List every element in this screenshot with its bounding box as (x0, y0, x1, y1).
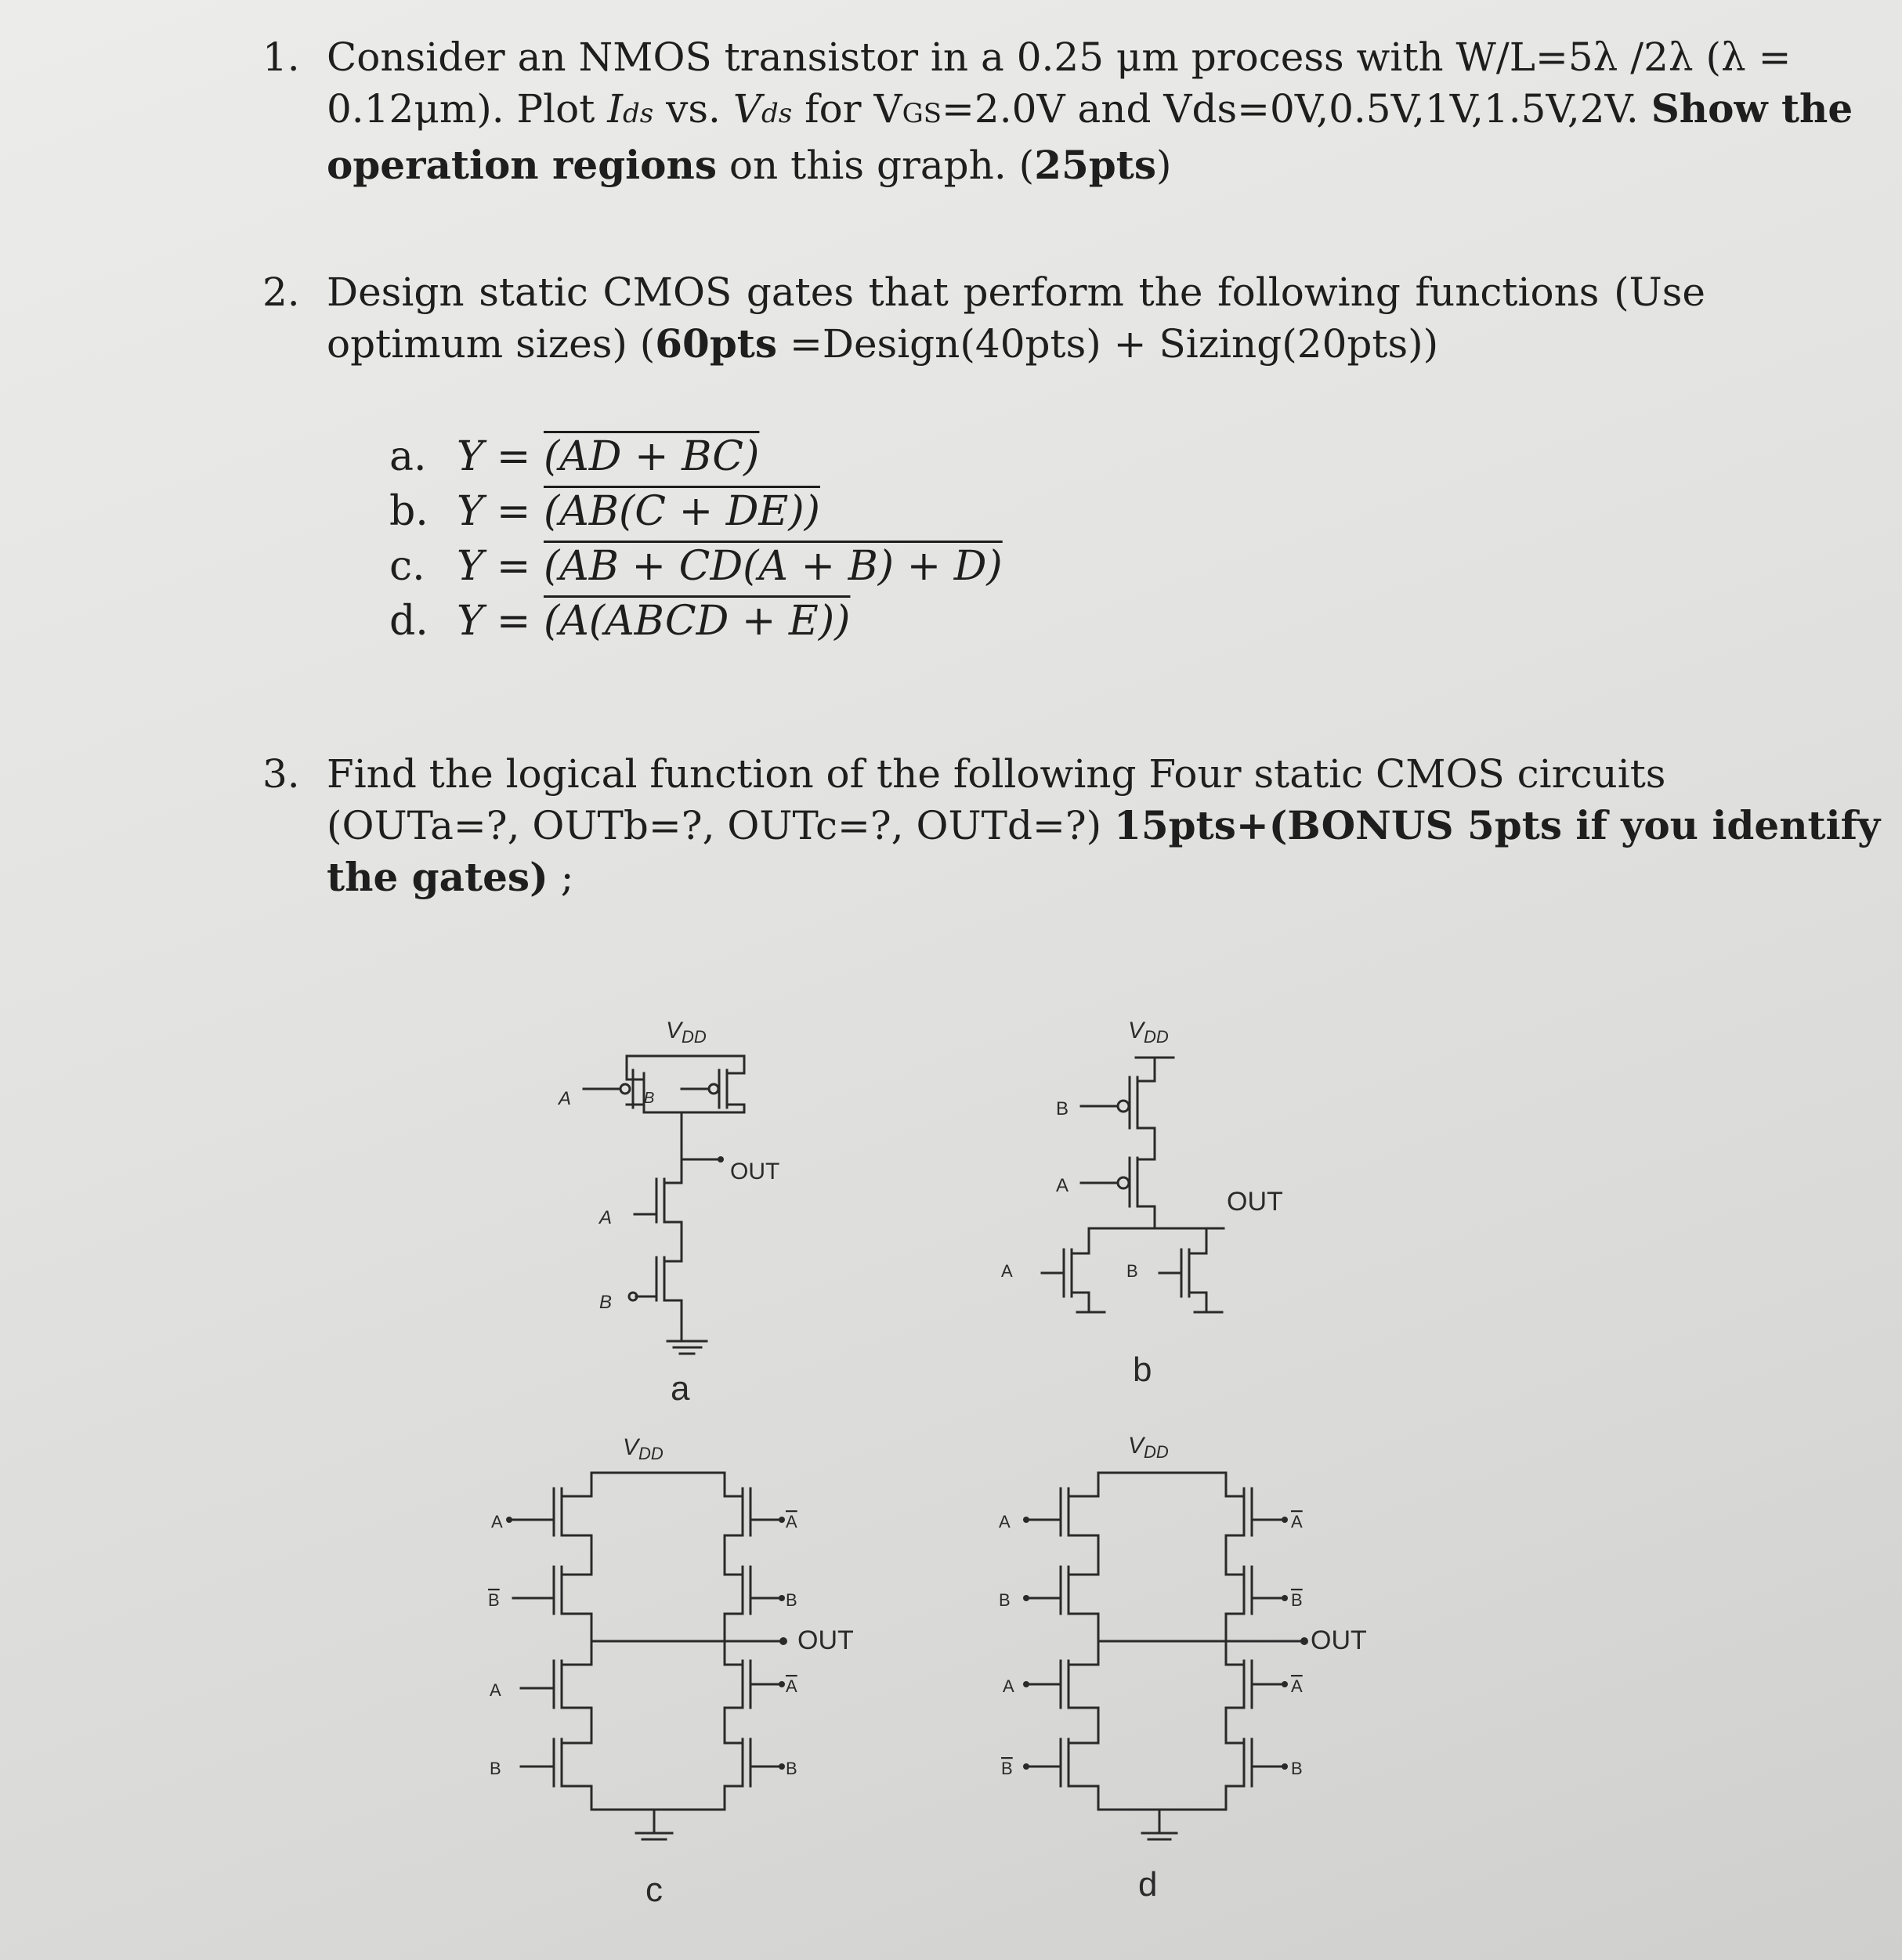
vdd-label: $V_{DD}$ (623, 1434, 664, 1463)
equation-label: b. (389, 488, 428, 535)
bonus-text: 15pts+(BONUS 5pts if you identify (1114, 802, 1881, 848)
input-label-b: B (999, 1590, 1011, 1610)
text-span: =Design(40pts) + Sizing(20pts)) (777, 321, 1439, 367)
text-span: optimum sizes) ( (327, 321, 656, 367)
equals-sign: = (483, 433, 544, 480)
text-span: ; (548, 855, 574, 900)
emphasis: operation regions (327, 142, 718, 188)
emphasis: Show the (1651, 85, 1853, 132)
vdd-label: $V_{DD}$ (1128, 1433, 1169, 1462)
input-label-b: B (490, 1759, 501, 1778)
circuit-label-c: c (645, 1871, 663, 1909)
text-span: for V (792, 86, 902, 132)
equation-lhs: Y (457, 543, 484, 590)
out-label: OUT (730, 1159, 780, 1184)
text-span: =2.0V and Vds=0V,0.5V,1V,1.5V,2V. (942, 86, 1651, 132)
ids-subscript: ds (623, 98, 654, 129)
out-label: OUT (1311, 1625, 1367, 1655)
equation-label: a. (389, 433, 427, 480)
equation-label: c. (389, 543, 425, 590)
bonus-text: the gates) (327, 854, 548, 900)
circuit-label-a: a (671, 1369, 690, 1408)
question-number: 2. (262, 269, 300, 315)
equation-label: d. (389, 598, 428, 645)
question-3-line-1: Find the logical function of the following Four static CMOS circuits (327, 751, 1666, 797)
input-label-b-bar: B (488, 1590, 500, 1610)
input-label-b-bar: B (1001, 1759, 1013, 1778)
input-label-a: A (1001, 1261, 1013, 1281)
vgs-subscript: GS (902, 98, 942, 129)
equation-rhs: (AD + BC) (543, 433, 760, 480)
points: 25pts (1034, 142, 1156, 188)
circuit-d (1026, 1473, 1304, 1839)
circuit-label-d: d (1138, 1865, 1158, 1904)
equation-rhs: (A(ABCD + E)) (543, 598, 851, 645)
input-label-b: B (786, 1759, 797, 1778)
equation-lhs: Y (457, 598, 484, 645)
equation-lhs: Y (457, 433, 484, 480)
equation-lhs: Y (457, 488, 484, 535)
text-span: (OUTa=?, OUTb=?, OUTc=?, OUTd=?) (327, 803, 1115, 848)
equals-sign: = (483, 543, 544, 590)
vds-subscript: ds (761, 98, 793, 129)
input-label-a-bar: A (1291, 1512, 1303, 1531)
vds-letter: V (732, 86, 761, 132)
input-label-a-bar: A (1291, 1676, 1303, 1696)
text-span: on this graph. ( (717, 143, 1035, 188)
input-label-b-bar: B (1291, 1590, 1303, 1610)
text-span: vs. (653, 86, 733, 132)
input-label-b: B (599, 1292, 613, 1313)
vdd-label: $V_{DD}$ (666, 1018, 707, 1047)
ids-letter: I (607, 86, 624, 132)
equation-rhs: (AB + CD(A + B) + D) (543, 543, 1003, 590)
input-label-b: B (786, 1590, 797, 1610)
input-label-b: B (1291, 1759, 1303, 1778)
input-label-a: A (491, 1512, 503, 1531)
out-label: OUT (797, 1625, 854, 1655)
input-label-a: A (599, 1207, 613, 1228)
question-number: 1. (262, 34, 300, 80)
input-label-b: B (644, 1090, 655, 1107)
circuit-label-b: b (1133, 1351, 1152, 1389)
input-label-a: A (1056, 1175, 1069, 1196)
input-label-a-bar: A (786, 1512, 797, 1531)
equals-sign: = (483, 598, 544, 645)
question-number: 3. (262, 751, 300, 797)
points: 60pts (655, 320, 778, 367)
equals-sign: = (483, 488, 544, 535)
out-label: OUT (1227, 1187, 1283, 1217)
input-label-b: B (1056, 1098, 1069, 1119)
input-label-a-bar: A (786, 1676, 797, 1696)
vdd-label: $V_{DD}$ (1128, 1018, 1169, 1047)
question-2-line-1: Design static CMOS gates that perform the following functions (Use (327, 269, 1705, 315)
text-span: ) (1155, 143, 1172, 188)
input-label-a: A (490, 1680, 501, 1700)
input-label-a: A (999, 1512, 1011, 1531)
input-label-b: B (1126, 1261, 1138, 1281)
input-label-a: A (559, 1088, 572, 1109)
text-span: 0.12μm). Plot (327, 86, 608, 132)
input-label-a: A (1003, 1676, 1014, 1696)
equation-rhs: (AB(C + DE)) (543, 488, 820, 535)
circuit-c (509, 1473, 783, 1839)
question-1-line-1: Consider an NMOS transistor in a 0.25 μm process with W/L=5λ /2λ (λ = (327, 34, 1792, 80)
